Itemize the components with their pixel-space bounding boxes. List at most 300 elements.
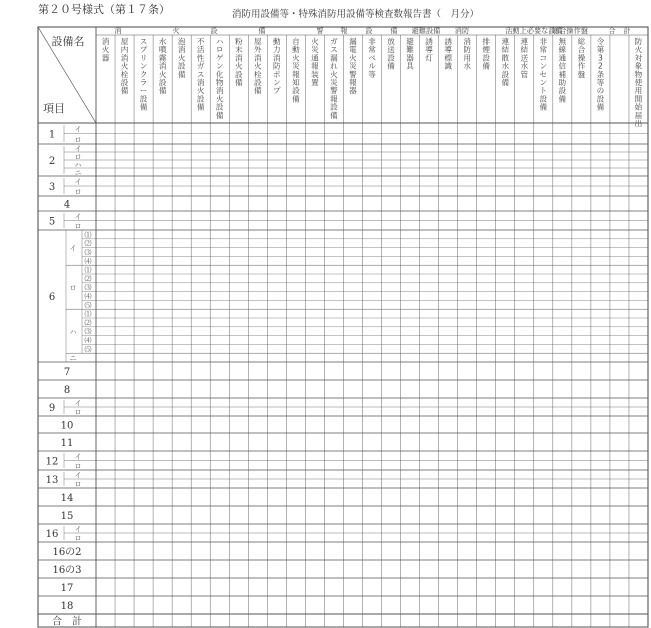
column-header-char: 連 — [520, 37, 529, 46]
group-label: 合 — [608, 26, 616, 35]
column-header-char: 粉 — [234, 37, 243, 46]
column-header-char: 報 — [311, 61, 319, 71]
column-header-char: 設 — [330, 102, 338, 112]
column-header-char: 誘 — [444, 37, 452, 46]
row-label: 9 — [48, 403, 56, 414]
row6-item-label: ⑷ — [84, 292, 92, 301]
column-header-char: 設 — [292, 86, 300, 96]
column-header-char: コ — [539, 53, 548, 63]
row-label: 12 — [45, 456, 59, 468]
column-header-char: 設 — [120, 78, 129, 87]
column-header-char: ベ — [368, 53, 376, 63]
group-label: 計 — [623, 26, 631, 35]
column-header-char: ク — [139, 69, 148, 79]
column-header — [273, 36, 281, 95]
column-header-char: 備 — [539, 102, 548, 112]
row6-group-label: ハ — [69, 328, 77, 337]
column-header — [197, 37, 205, 112]
row-label: 7 — [63, 367, 71, 378]
row6-item-label: ⑴ — [84, 266, 92, 275]
group-label: 備 — [258, 26, 266, 35]
group-label: 警 — [316, 26, 324, 35]
table-row — [49, 145, 82, 177]
column-header — [368, 36, 376, 79]
column-header — [444, 36, 452, 71]
form-number: 第２０号様式（第１７条） — [38, 3, 170, 16]
column-header-char: 備 — [558, 94, 567, 104]
table-row — [52, 615, 82, 628]
table-frame — [38, 27, 648, 627]
column-header-char: 識 — [444, 61, 452, 71]
column-header-char: 対 — [634, 53, 643, 63]
row6-item-label: ⑶ — [84, 248, 92, 257]
column-header-char: 備 — [596, 102, 605, 112]
row-label: 10 — [60, 420, 74, 432]
column-header — [387, 36, 395, 71]
column-header — [425, 36, 433, 62]
sub-row-label: ロ — [74, 222, 82, 231]
column-header — [482, 36, 490, 71]
column-header-char: ス — [139, 37, 148, 46]
group-label: 活動上必要な設備 — [505, 26, 563, 35]
table-row — [52, 565, 81, 576]
column-header-char: 火 — [234, 61, 243, 71]
column-header-char: 散 — [501, 53, 510, 63]
corner-equipment-label: 設備名 — [51, 35, 85, 48]
column-header-char: 放 — [387, 37, 395, 46]
column-header-char: 消 — [158, 61, 167, 71]
column-header-char: 操 — [577, 53, 586, 63]
column-header-char: 水 — [520, 61, 529, 71]
column-header-char: 物 — [215, 78, 224, 87]
row-label: 6 — [48, 292, 56, 303]
column-header-char: 外 — [253, 45, 262, 55]
column-header-char: 火 — [634, 45, 643, 55]
column-header-char: 常 — [368, 45, 376, 55]
column-header-char: 不 — [196, 37, 205, 46]
group-label: 消防 — [454, 26, 470, 35]
column-header-char: 常 — [539, 45, 548, 55]
column-header-char: 連 — [501, 37, 510, 46]
column-header-char: 送 — [387, 45, 395, 55]
row6-item-label: ⑸ — [84, 301, 92, 310]
column-header-char: 装 — [311, 69, 319, 79]
column-header-char: 備 — [501, 78, 510, 87]
column-header-char: 設 — [234, 69, 243, 79]
column-header-char: 導 — [425, 45, 433, 55]
table-row — [61, 583, 74, 594]
column-header-char: ガ — [196, 61, 205, 71]
column-header — [102, 36, 110, 62]
column-header-char: 水 — [158, 37, 167, 46]
column-header-char: の — [596, 86, 605, 96]
column-header-char: 栓 — [253, 69, 262, 79]
column-header-char: 設 — [501, 69, 510, 79]
row6-item-label: ⑴ — [84, 230, 92, 239]
column-header — [140, 37, 148, 112]
row-label: 5 — [48, 216, 56, 228]
column-header-char: 消 — [234, 53, 243, 63]
column-header — [635, 37, 643, 128]
row-label: 4 — [63, 199, 71, 211]
column-header-char: 備 — [120, 86, 129, 96]
sub-row-label: ロ — [74, 480, 82, 489]
column-header-char: 消 — [120, 53, 129, 63]
column-header-char: ガ — [330, 37, 338, 46]
column-header-char: 火 — [101, 45, 110, 55]
column-header-char: 火 — [253, 61, 262, 71]
column-header-char: 設 — [215, 102, 224, 112]
group-label: 避難設備 — [411, 26, 441, 35]
table-row — [52, 547, 81, 558]
column-header — [121, 37, 129, 95]
column-header-char: 火 — [349, 53, 357, 63]
sub-row-label: ハ — [74, 161, 82, 169]
column-header-char: 設 — [387, 53, 395, 63]
column-header-char: 合 — [577, 45, 586, 55]
column-header-char: 結 — [501, 45, 510, 55]
column-header — [235, 36, 243, 87]
column-header-char: 用 — [634, 86, 643, 96]
column-header-char: 置 — [311, 78, 319, 87]
sub-row-label: ロ — [74, 462, 82, 471]
column-header-char: 補 — [558, 69, 567, 79]
document-title: 消防用設備等・特殊消防用設備等検査数報告書（ 月分） — [232, 9, 480, 20]
column-header-char: ン — [539, 61, 548, 71]
column-header-char: 備 — [330, 110, 338, 120]
column-header-char: ス — [330, 45, 338, 55]
column-header — [216, 37, 224, 120]
column-header-char: 消 — [253, 53, 262, 63]
column-header-char: 備 — [177, 69, 186, 79]
column-header-char: ン — [273, 78, 281, 87]
column-header-char: 出 — [634, 119, 643, 128]
table-row — [61, 493, 74, 504]
table-row — [64, 367, 70, 378]
table-row — [61, 511, 74, 522]
column-header-char: セ — [539, 69, 548, 79]
sub-row-label: ロ — [74, 534, 82, 543]
column-header-char: 等 — [368, 69, 376, 79]
sub-row-label: ロ — [74, 408, 82, 417]
sub-row-label: ロ — [74, 135, 82, 144]
column-header — [520, 36, 528, 79]
column-header-char: 物 — [634, 69, 643, 79]
column-header-char: 設 — [139, 94, 148, 104]
row-label: 16の2 — [52, 547, 82, 558]
column-header — [559, 36, 567, 103]
column-header-char: 令 — [596, 37, 605, 46]
column-header-char: 設 — [158, 78, 167, 87]
row6-item-label: ⑷ — [84, 336, 92, 345]
column-header-char: 設 — [482, 53, 491, 63]
column-header-char: 活 — [196, 45, 205, 55]
corner-item-label: 項目 — [43, 102, 65, 115]
column-header-char: 管 — [520, 69, 529, 79]
column-header-char: ン — [539, 78, 548, 87]
column-header-char: 始 — [634, 102, 643, 112]
column-header-char: 動 — [292, 45, 300, 55]
row6-item-label: ⑵ — [84, 318, 92, 327]
column-header-char: 導 — [444, 45, 452, 55]
column-header-char: 備 — [253, 86, 262, 96]
column-header-char: 防 — [463, 45, 471, 55]
column-header-char: 条 — [596, 69, 605, 79]
sub-row-label: イ — [74, 399, 82, 408]
column-header-char: 栓 — [120, 69, 129, 79]
column-header-char: 器 — [101, 53, 110, 63]
column-header-char: 報 — [330, 94, 338, 104]
column-header — [406, 36, 414, 71]
column-header-char: 水 — [501, 61, 510, 71]
column-header-char: ハ — [215, 37, 224, 46]
row-label: 2 — [48, 156, 56, 167]
column-header — [597, 36, 605, 112]
column-header-char: ポ — [273, 69, 281, 79]
row6-group-label: ロ — [69, 284, 77, 293]
column-header-char: 避 — [406, 37, 414, 46]
sub-row-label: イ — [74, 525, 82, 534]
row6-item-label: ⑵ — [84, 274, 92, 283]
column-header-char: 象 — [634, 61, 643, 71]
column-header-char: 非 — [368, 37, 376, 46]
row-label: 8 — [63, 385, 71, 396]
row-label: 18 — [60, 601, 74, 612]
column-header-char: 泡 — [177, 37, 186, 46]
column-header-char: 内 — [120, 45, 129, 55]
sub-row-label: ロ — [74, 153, 82, 161]
row6-group-label: イ — [69, 244, 77, 253]
table-row — [46, 526, 82, 543]
column-header-char: 備 — [139, 102, 148, 112]
column-header-char: ト — [539, 86, 548, 96]
sub-row-label: ロ — [74, 188, 82, 196]
column-header-char: 排 — [482, 37, 491, 46]
row-label: 13 — [45, 475, 59, 486]
column-header-char: リ — [139, 53, 148, 63]
column-header-char: 用 — [463, 53, 471, 63]
column-header-char: 消 — [463, 37, 471, 46]
column-header-char: 等 — [596, 78, 605, 87]
table-row — [49, 178, 82, 196]
column-header-char: 化 — [215, 69, 224, 79]
column-header-char: 設 — [177, 61, 186, 71]
row6-item-label: ⑷ — [84, 257, 92, 266]
column-header-char: 器 — [406, 53, 414, 63]
column-header-char: 消 — [177, 45, 186, 55]
column-header-char: 備 — [234, 78, 243, 87]
column-header-char: 報 — [349, 78, 357, 87]
row-label: 1 — [48, 129, 56, 141]
column-header-char: ー — [139, 86, 148, 96]
column-header-char: 性 — [196, 53, 205, 63]
group-label: 火 — [172, 26, 180, 35]
column-header-char: 設 — [196, 94, 205, 104]
table-row — [64, 200, 70, 211]
column-header-char: 届 — [634, 110, 643, 120]
column-header — [330, 37, 338, 120]
column-header-char: ン — [139, 61, 148, 71]
column-header-char: 漏 — [349, 37, 357, 46]
group-label: 消 — [114, 26, 122, 35]
column-header-char: 総 — [577, 37, 586, 46]
row6-item-label: ⑵ — [84, 239, 92, 248]
column-header-char: 霧 — [158, 53, 167, 63]
column-header-char: 火 — [292, 53, 300, 63]
column-header-char: 漏 — [330, 53, 338, 63]
column-header-char: 水 — [463, 61, 471, 71]
sub-row-label: イ — [74, 212, 82, 221]
column-header-char: 設 — [596, 94, 605, 104]
column-header — [540, 36, 548, 112]
column-header-char: 末 — [234, 45, 243, 55]
column-header-char: 災 — [349, 61, 357, 71]
sub-row-label: ニ — [74, 169, 82, 177]
row6-item-label: ⑶ — [84, 327, 92, 336]
column-header — [578, 36, 586, 79]
column-header-char: 消 — [273, 53, 281, 63]
sub-row-label: イ — [74, 178, 82, 186]
row6-item-label: ⑴ — [84, 310, 92, 319]
column-header — [349, 36, 357, 95]
column-header-char: 通 — [558, 53, 567, 63]
column-header-char: 作 — [577, 61, 586, 71]
row-label: 14 — [60, 493, 74, 504]
row6-item-label: ⑸ — [84, 345, 92, 354]
row6-group-label: ニ — [69, 354, 77, 363]
column-header-char: 通 — [311, 53, 319, 63]
column-header-char: 開 — [634, 94, 643, 104]
row-label: 17 — [60, 583, 74, 594]
column-header-char: プ — [273, 86, 281, 96]
group-label: 総合操作盤 — [552, 26, 588, 35]
column-header-char: 2 — [597, 61, 603, 71]
group-label: 設 — [365, 26, 373, 35]
column-header-char: 屋 — [253, 37, 262, 46]
column-header-char: 設 — [253, 78, 262, 87]
column-header-char: 備 — [215, 110, 224, 120]
row-label: 16の3 — [52, 565, 82, 576]
table-row — [49, 213, 82, 231]
row-label: 3 — [48, 182, 56, 193]
table-row — [49, 292, 55, 303]
column-header-char: 力 — [273, 45, 281, 55]
row-label: 合 計 — [52, 616, 82, 628]
column-header-char: 火 — [158, 69, 167, 79]
column-header-char: 警 — [330, 86, 338, 96]
group-label: 設 — [210, 26, 218, 35]
column-header-char: 警 — [349, 69, 357, 79]
column-header-char: 消 — [215, 86, 224, 96]
column-header-char: 災 — [292, 61, 300, 71]
column-header-char: 煙 — [482, 45, 491, 55]
column-header-char: 動 — [273, 37, 281, 46]
column-header-char: 防 — [273, 61, 281, 71]
row-label: 15 — [60, 511, 74, 522]
row-label: 16 — [45, 529, 59, 540]
sub-row-label: イ — [74, 145, 82, 153]
column-header-char: 備 — [387, 61, 395, 71]
column-header-char: 報 — [292, 69, 300, 79]
column-header-char: 火 — [215, 94, 224, 104]
column-header-char: 消 — [101, 37, 110, 46]
column-header — [501, 36, 509, 87]
column-header-char: 災 — [330, 78, 338, 87]
column-header-char: 火 — [120, 61, 129, 71]
column-header-char: 具 — [406, 61, 414, 71]
table-row — [61, 438, 74, 449]
table-row — [46, 472, 82, 489]
column-header-char: ゲ — [215, 53, 224, 63]
column-header-char: 助 — [558, 78, 567, 87]
column-header-char: 盤 — [577, 69, 586, 79]
column-header-char: 設 — [558, 86, 567, 96]
group-label: 報 — [340, 26, 348, 35]
column-header-char: 線 — [558, 45, 567, 55]
column-header-char: プ — [139, 45, 148, 55]
column-header-char: ル — [368, 61, 376, 71]
column-header-char: 火 — [311, 37, 319, 46]
column-header-char: 備 — [196, 102, 205, 112]
sub-row-label: イ — [74, 452, 82, 461]
column-header-char: 火 — [330, 69, 338, 79]
table-row — [61, 421, 74, 432]
column-header — [311, 36, 319, 87]
column-header-char: 設 — [539, 94, 548, 104]
table-row — [49, 400, 82, 417]
column-header-char: 灯 — [425, 53, 433, 63]
column-header-char: ス — [196, 69, 205, 79]
column-header-char: れ — [330, 61, 338, 71]
column-header-char: 使 — [634, 78, 643, 87]
column-header-char: 難 — [406, 45, 414, 55]
column-header-char: 火 — [177, 53, 186, 63]
column-header-char: ン — [215, 61, 224, 71]
table-row — [49, 125, 82, 144]
column-header-char: 無 — [558, 37, 567, 46]
column-header-char: 第 — [596, 45, 605, 55]
column-header-char: 備 — [482, 61, 491, 71]
column-header-char: 自 — [292, 37, 300, 46]
column-header-char: 送 — [520, 53, 529, 63]
column-header-char: 災 — [311, 45, 319, 55]
column-header — [463, 36, 471, 71]
row-label: 11 — [60, 438, 74, 449]
table-row — [46, 453, 82, 471]
column-header-char: ロ — [215, 45, 224, 55]
column-header-char: 電 — [349, 45, 357, 55]
column-header — [159, 36, 168, 95]
column-header-char: 信 — [558, 61, 567, 71]
column-header-char: 知 — [292, 78, 300, 87]
column-header-char: 誘 — [425, 37, 433, 46]
column-header-char: 火 — [196, 86, 205, 96]
column-header-char: 備 — [292, 94, 300, 104]
column-header-char: 備 — [158, 86, 167, 96]
sub-row-label: イ — [74, 471, 82, 480]
group-label: 備 — [390, 26, 398, 35]
column-header-char: ラ — [139, 78, 148, 87]
column-header-char: 標 — [444, 53, 452, 63]
column-header-char: 防 — [634, 37, 643, 46]
column-header-char: 器 — [349, 86, 357, 96]
column-header-char: 噴 — [158, 45, 167, 55]
table-row — [64, 385, 70, 396]
column-header-char: 屋 — [120, 37, 129, 46]
column-header — [292, 36, 300, 103]
row6-item-label: ⑶ — [84, 283, 92, 292]
column-header-char: 非 — [539, 37, 548, 46]
